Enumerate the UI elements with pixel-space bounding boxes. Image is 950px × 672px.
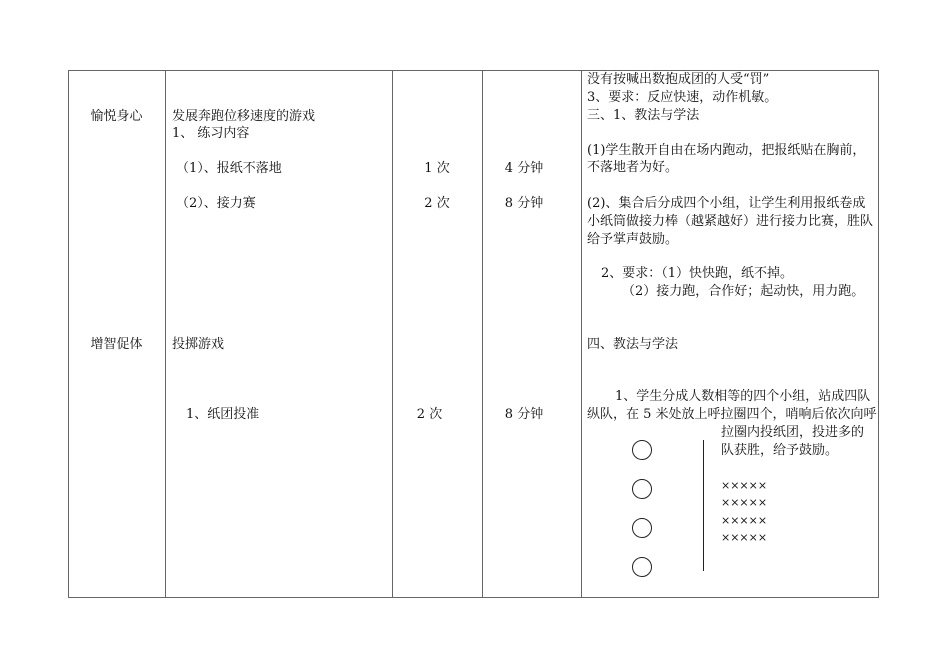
requirement-text: 2、要求：（1）快快跑，纸不掉。 (601, 266, 794, 281)
section-subtitle: 1、 练习内容 (172, 126, 250, 141)
method-heading: 三、1、教法与学法 (587, 108, 700, 123)
duration: 8 分钟 (504, 407, 544, 422)
column-divider (392, 70, 393, 598)
method-text: (1)学生散开自由在场内跑动，把报纸贴在胸前， (587, 143, 866, 158)
column-divider (165, 70, 166, 598)
section-title: 投掷游戏 (172, 337, 225, 352)
method-text: 3、要求：反应快速，动作机敏。 (587, 90, 778, 105)
method-text: 拉圈内投纸团，投进多的 (721, 425, 865, 440)
hula-hoop-icon (632, 518, 652, 538)
category-label: 增智促体 (90, 337, 143, 352)
method-text: 给予掌声鼓励。 (587, 232, 679, 247)
method-text: 不落地者为好。 (587, 160, 679, 175)
hula-hoop-icon (632, 440, 652, 460)
repeat-count: 2 次 (424, 196, 450, 211)
category-label: 愉悦身心 (90, 109, 143, 124)
method-text: (2)、集合后分成四个小组，让学生利用报纸卷成 (587, 196, 866, 211)
method-text: 队获胜，给予鼓励。 (721, 443, 839, 458)
section-title: 发展奔跑位移速度的游戏 (172, 109, 316, 124)
method-text: 1、学生分成人数相等的四个小组，站成四队 (615, 389, 871, 404)
activity-item: 1、纸团投准 (186, 407, 260, 422)
method-text: 小纸筒做接力棒（越紧越好）进行接力比赛，胜队 (587, 214, 874, 229)
activity-item: （1）、报纸不落地 (176, 161, 282, 176)
throwing-line (703, 440, 704, 571)
hula-hoop-icon (632, 479, 652, 499)
duration: 8 分钟 (504, 196, 544, 211)
column-divider (482, 70, 483, 598)
student-row: ××××× (721, 514, 768, 527)
method-text: 纵队，在 5 米处放上呼拉圈四个，哨响后依次向呼 (587, 407, 877, 422)
column-divider (581, 70, 582, 598)
student-row: ××××× (721, 496, 768, 509)
repeat-count: 1 次 (424, 161, 450, 176)
method-text: 没有按喊出数抱成团的人受“罚” (587, 72, 770, 87)
hula-hoop-icon (632, 557, 652, 577)
repeat-count: 2 次 (416, 407, 443, 422)
duration: 4 分钟 (504, 161, 544, 176)
method-heading: 四、教法与学法 (587, 337, 679, 352)
student-row: ××××× (721, 479, 768, 492)
student-row: ××××× (721, 531, 768, 544)
activity-item: （2）、接力赛 (176, 196, 256, 211)
requirement-text: （2）接力跑，合作好；起动快，用力跑。 (622, 284, 865, 299)
